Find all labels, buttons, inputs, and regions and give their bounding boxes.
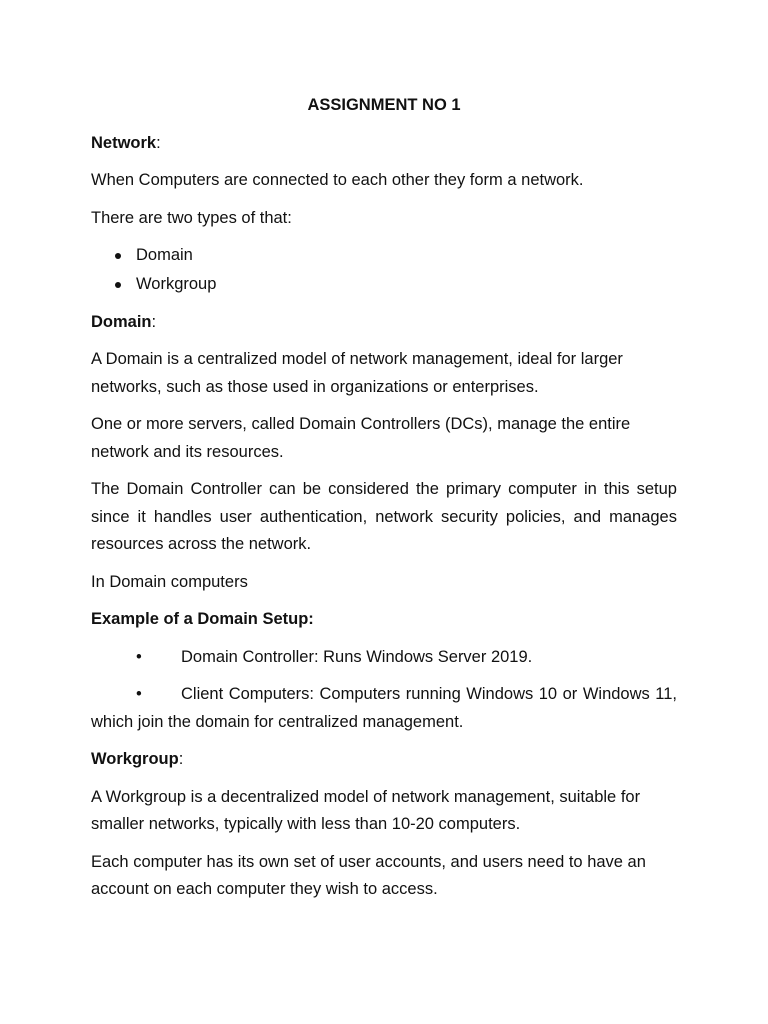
document-title: ASSIGNMENT NO 1 <box>307 96 461 114</box>
bullet-mark: • <box>136 647 142 666</box>
workgroup-paragraph-1: A Workgroup is a decentralized model of network management, suitable for smaller networks, typically with less than 10-20 computers. <box>91 787 641 833</box>
network-paragraph-2: There are two types of that: <box>91 208 292 227</box>
network-heading <box>91 130 677 158</box>
workgroup-heading-colon: : <box>178 750 184 768</box>
network-paragraph-1: When Computers are connected to each other they form a network. <box>91 171 584 189</box>
domain-paragraph-3: The Domain Controller can be considered the primary computer in this setup since it handles user authentication, network security policies, and manages resources across the network. <box>91 480 677 553</box>
example-heading <box>91 606 677 634</box>
domain-paragraph-2: One or more servers, called Domain Controllers (DCs), manage the entire network and its resources. <box>91 415 631 461</box>
domain-heading-text: Domain <box>91 312 152 331</box>
domain-heading <box>91 309 677 337</box>
example-item-text: Domain Controller: Runs Windows Server 2019. <box>181 647 533 666</box>
domain-paragraph-4: In Domain computers <box>91 572 248 591</box>
network-types-list <box>91 242 677 299</box>
domain-heading-colon: : <box>151 312 157 331</box>
list-item: Domain <box>91 242 677 270</box>
network-heading-text: Network <box>91 133 157 152</box>
example-item-1 <box>91 644 677 672</box>
example-heading-text: Example of a Domain Setup: <box>91 610 314 628</box>
workgroup-heading <box>91 746 677 774</box>
document-page <box>91 92 677 914</box>
example-item-text: Client Computers: Computers running Windows 10 or Windows 11, which join the domain for centralized management. <box>91 685 677 731</box>
example-item-2 <box>91 681 677 736</box>
network-heading-colon: : <box>156 133 161 152</box>
bullet-mark: • <box>136 685 142 703</box>
workgroup-paragraph-2: Each computer has its own set of user accounts, and users need to have an account on each computer they wish to access. <box>91 852 646 898</box>
domain-paragraph-1: A Domain is a centralized model of network management, ideal for larger networks, such as those used in organizations or enterprises. <box>91 350 623 396</box>
workgroup-heading-text: Workgroup <box>91 750 179 768</box>
list-item: Workgroup <box>91 271 677 299</box>
